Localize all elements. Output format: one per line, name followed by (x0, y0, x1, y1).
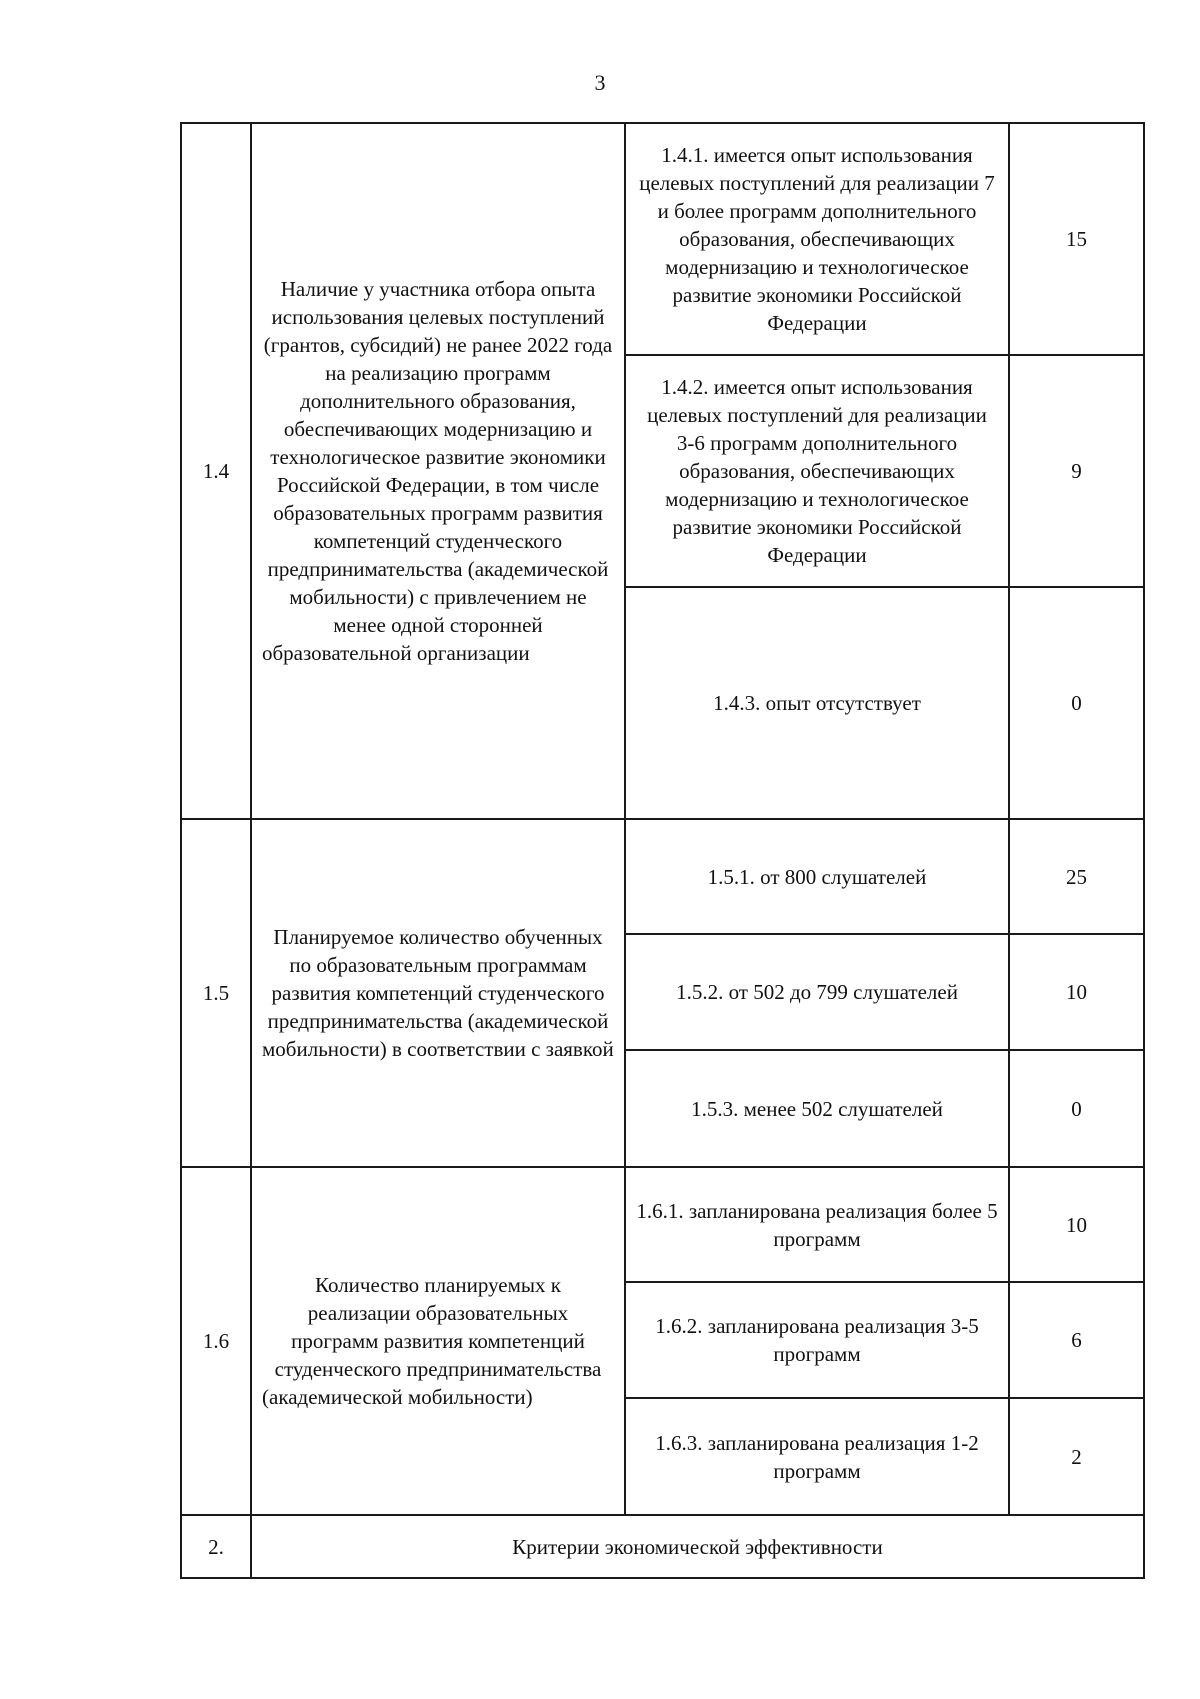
table-row (181, 1515, 1144, 1578)
criterion-option: 1.5.3. менее 502 слушателей (625, 1050, 1009, 1167)
criterion-number: 1.6 (181, 1167, 251, 1515)
criterion-score: 6 (1009, 1282, 1144, 1398)
criterion-score: 25 (1009, 819, 1144, 934)
criterion-score: 15 (1009, 123, 1144, 355)
criteria-table (180, 122, 1145, 1579)
criterion-number: 1.4 (181, 123, 251, 819)
criterion-description: Количество планируемых к реализации образовательных программ развития компетенций студенческого предпринимательства (академической мобильности) (251, 1167, 625, 1515)
criterion-description: Наличие у участника отбора опыта использования целевых поступлений (грантов, субсидий) не ранее 2022 года на реализацию программ дополнительного образования, обеспечивающих модернизацию и технологическое развитие экономики Российской Федерации, в том числе образовательных программ развития компетенций студенческого предпринимательства (академической мобильности) с привлечением не менее одной сторонней образовательной организации (251, 123, 625, 819)
criterion-option: 1.4.2. имеется опыт использования целевых поступлений для реализации 3-6 программ дополнительного образования, обеспечивающих модернизацию и технологическое развитие экономики Российской Федерации (625, 355, 1009, 587)
criterion-score: 10 (1009, 934, 1144, 1050)
criterion-score: 2 (1009, 1398, 1144, 1515)
criterion-option: 1.6.3. запланирована реализация 1-2 программ (625, 1398, 1009, 1515)
criterion-score: 9 (1009, 355, 1144, 587)
table-row (181, 819, 1144, 934)
criterion-option: 1.6.2. запланирована реализация 3-5 программ (625, 1282, 1009, 1398)
criterion-score: 0 (1009, 1050, 1144, 1167)
table-row (181, 123, 1144, 355)
criterion-option: 1.5.2. от 502 до 799 слушателей (625, 934, 1009, 1050)
criterion-option: 1.6.1. запланирована реализация более 5 программ (625, 1167, 1009, 1282)
table-row (181, 1167, 1144, 1282)
criterion-option: 1.4.1. имеется опыт использования целевых поступлений для реализации 7 и более программ дополнительного образования, обеспечивающих модернизацию и технологическое развитие экономики Российской Федерации (625, 123, 1009, 355)
criterion-number: 1.5 (181, 819, 251, 1167)
criterion-score: 10 (1009, 1167, 1144, 1282)
section-number: 2. (181, 1515, 251, 1578)
criterion-option: 1.4.3. опыт отсутствует (625, 587, 1009, 819)
criterion-score: 0 (1009, 587, 1144, 819)
page-number: 3 (594, 70, 606, 95)
criterion-option: 1.5.1. от 800 слушателей (625, 819, 1009, 934)
criterion-description: Планируемое количество обученных по образовательным программам развития компетенций студенческого предпринимательства (академической мобильности) в соответствии с заявкой (251, 819, 625, 1167)
section-title: Критерии экономической эффективности (251, 1515, 1144, 1578)
